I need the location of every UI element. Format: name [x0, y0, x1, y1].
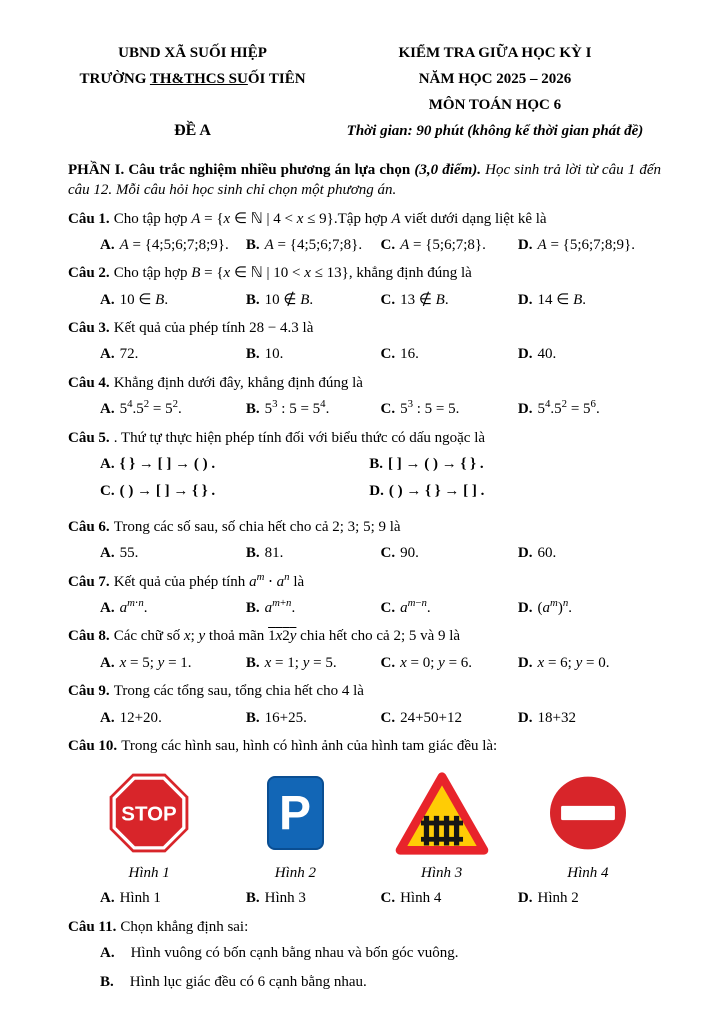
question-1-line [68, 209, 661, 229]
option-letter: D. [517, 709, 533, 726]
question-5-option-b[interactable] [369, 454, 638, 474]
option-letter: A. [100, 401, 115, 418]
question-10-option-a[interactable] [100, 888, 246, 908]
option-letter: B. [245, 291, 260, 308]
option-letter: D. [517, 545, 533, 562]
question-number: Câu 8. [68, 628, 110, 645]
option-value: x = 0; y = 6. [400, 654, 473, 671]
option-value: A = {5;6;7;8}. [400, 236, 486, 253]
question-7-option-a[interactable] [100, 598, 246, 618]
question-4-option-d[interactable] [518, 399, 661, 419]
header-left [68, 40, 317, 144]
option-value: A = {4;5;6;7;8;9}. [119, 236, 229, 253]
question-7-option-b[interactable] [246, 598, 381, 618]
option-letter: B. [245, 654, 260, 671]
question-11-option-a[interactable] [100, 943, 661, 963]
option-letter: D. [517, 236, 533, 253]
question-1-option-a[interactable] [100, 235, 246, 255]
option-value: 14 ∈ B. [537, 291, 587, 308]
option-value: A = {4;5;6;7;8}. [264, 236, 363, 253]
figure-caption: Hình 2 [274, 865, 316, 882]
question-text: Trong các tổng sau, tổng chia hết cho 4 là [113, 683, 364, 700]
option-letter: A. [100, 456, 115, 473]
option-value: $a^{m+n}$. [264, 596, 296, 616]
question-8-option-b[interactable] [246, 653, 381, 673]
option-value: Hình 1 [119, 890, 161, 907]
question-number: Câu 10. [68, 737, 118, 754]
option-value: A = {5;6;7;8;9}. [537, 236, 635, 253]
question-11-options [68, 943, 661, 993]
question-5-option-c[interactable] [100, 481, 369, 501]
option-letter: C. [380, 236, 396, 253]
option-value: [ ] → ( ) → { } . [388, 456, 484, 473]
option-value: $5^3$ : $5 = 5^4$. [264, 398, 330, 418]
school-year: NĂM HỌC 2025 – 2026 [418, 71, 572, 87]
question-1-option-b[interactable] [246, 235, 381, 255]
option-value: 16+25. [264, 709, 307, 726]
rail-crossing-sign [394, 768, 490, 858]
option-letter: B. [245, 709, 260, 726]
question-number: Câu 7. [68, 573, 110, 590]
question-4-options [68, 399, 661, 419]
option-value: ( ) → { } → [ ] . [388, 483, 485, 500]
question-6-line [68, 517, 661, 537]
option-value: ( ) → [ ] → { } . [119, 483, 216, 500]
question-4-option-a[interactable] [100, 399, 246, 419]
question-7-option-d[interactable] [518, 598, 661, 618]
question-8-option-d[interactable] [518, 653, 661, 673]
stop-sign [108, 768, 190, 858]
question-text: Trong các hình sau, hình có hình ảnh của hình tam giác đều là: [121, 737, 498, 754]
question-3 [68, 318, 661, 365]
option-letter: D. [517, 599, 533, 616]
option-value: $(a^m)^n$. [537, 596, 572, 616]
figure-caption: Hình 4 [567, 865, 609, 882]
figure [76, 768, 222, 882]
part1-instruction: Học sinh trả lời từ câu 1 đến câu 12. Mỗi câu hỏi học sinh chỉ chọn một phương án. [68, 162, 661, 199]
question-10-option-d[interactable] [518, 888, 661, 908]
question-10-option-b[interactable] [246, 888, 381, 908]
question-4-line [68, 373, 661, 393]
option-value: 90. [400, 545, 419, 562]
question-text: Kết quả của phép tính 28 − 4.3 là [113, 320, 314, 337]
question-3-option-c[interactable] [380, 344, 517, 364]
option-letter: A. [100, 291, 115, 308]
question-8 [68, 626, 661, 673]
figure-caption: Hình 3 [421, 865, 463, 882]
question-7-option-c[interactable] [380, 598, 517, 618]
question-text: Cho tập hợp B = {x ∈ ℕ | 10 < x ≤ 13}, khẳng định đúng là [113, 265, 472, 282]
header-spacer [68, 92, 317, 118]
option-letter: B. [245, 236, 260, 253]
question-3-line [68, 318, 661, 338]
question-6-option-b[interactable] [246, 543, 381, 563]
question-text: Chọn khẳng định sai: [120, 918, 249, 935]
option-value: x = 1; y = 5. [264, 654, 337, 671]
option-letter: A. [100, 945, 115, 962]
no-entry-sign [548, 768, 628, 858]
exam-title: KIỂM TRA GIỮA HỌC KỲ I [398, 45, 592, 61]
question-5-option-a[interactable] [100, 454, 369, 474]
question-10-figures [68, 768, 661, 882]
header [68, 40, 661, 144]
option-letter: B. [245, 401, 260, 418]
option-value: 12+20. [119, 709, 162, 726]
option-value: Hình 4 [400, 890, 442, 907]
option-letter: A. [100, 709, 115, 726]
question-text: Trong các số sau, số chia hết cho cả 2; 3; 5; 9 là [113, 518, 401, 535]
question-number: Câu 6. [68, 518, 110, 535]
questions-list [68, 209, 661, 993]
question-11 [68, 917, 661, 993]
question-7-line [68, 572, 661, 592]
option-value: $5^4.5^2 = 5^2$. [119, 398, 182, 418]
option-letter: A. [100, 545, 115, 562]
question-2-option-c[interactable] [380, 290, 517, 310]
question-3-option-a[interactable] [100, 344, 246, 364]
question-8-options [68, 653, 661, 673]
subject-name: MÔN TOÁN HỌC 6 [428, 97, 562, 113]
org-name: UBND XÃ SUỐI HIỆP [118, 45, 267, 61]
question-3-option-b[interactable] [246, 344, 381, 364]
question-9-line [68, 681, 661, 701]
school-name-prefix: TRƯỜNG [79, 71, 150, 87]
option-letter: D. [517, 291, 533, 308]
question-6 [68, 517, 661, 564]
figure [222, 768, 368, 882]
question-11-line [68, 917, 661, 937]
exam-duration: Thời gian: 90 phút (không kể thời gian phát đề) [346, 123, 644, 139]
question-number: Câu 2. [68, 265, 110, 282]
question-5-options [68, 454, 661, 509]
option-value: 24+50+12 [400, 709, 462, 726]
option-value: x = 6; y = 0. [537, 654, 610, 671]
question-number: Câu 1. [68, 210, 110, 227]
question-5-option-d[interactable] [369, 481, 638, 501]
option-letter: D. [517, 654, 533, 671]
question-10 [68, 736, 661, 909]
option-value: 10 ∉ B. [264, 291, 314, 308]
option-letter: C. [380, 401, 396, 418]
part1-heading [68, 160, 661, 201]
question-2-option-a[interactable] [100, 290, 246, 310]
question-8-option-a[interactable] [100, 653, 246, 673]
question-3-options [68, 344, 661, 364]
option-letter: C. [380, 890, 396, 907]
option-value: $a^{m\cdot n}$. [119, 596, 148, 616]
question-9-option-b[interactable] [246, 708, 381, 728]
figure [369, 768, 515, 882]
question-10-line [68, 736, 661, 756]
option-value: Hình 2 [537, 890, 579, 907]
question-3-option-d[interactable] [518, 344, 661, 364]
school-name-underlined: TH&THCS SU [149, 71, 248, 87]
question-6-option-d[interactable] [518, 543, 661, 563]
question-2-options [68, 290, 661, 310]
question-number: Câu 5. [68, 429, 110, 446]
option-value: 16. [400, 346, 419, 363]
question-2-option-b[interactable] [246, 290, 381, 310]
question-10-option-c[interactable] [380, 888, 517, 908]
question-9-option-a[interactable] [100, 708, 246, 728]
option-value: { } → [ ] → ( ) . [119, 456, 216, 473]
option-letter: C. [380, 291, 396, 308]
question-4-option-b[interactable] [246, 399, 381, 419]
svg-text:STOP: STOP [121, 802, 177, 826]
option-letter: D. [517, 346, 533, 363]
option-letter: C. [380, 599, 396, 616]
question-number: Câu 11. [68, 918, 117, 935]
option-letter: A. [100, 890, 115, 907]
question-number: Câu 3. [68, 320, 110, 337]
option-value: 10. [264, 346, 284, 363]
school-name-suffix: ỐI TIÊN [247, 71, 306, 87]
parking-sign [267, 768, 324, 858]
question-number: Câu 4. [68, 374, 110, 391]
question-2-line [68, 263, 661, 283]
question-5 [68, 428, 661, 509]
question-4 [68, 373, 661, 420]
option-letter: B. [245, 890, 260, 907]
option-letter: C. [380, 654, 396, 671]
question-text: . Thứ tự thực hiện phép tính đối với biểu thức có dấu ngoặc là [113, 429, 486, 446]
question-10-options [68, 888, 661, 908]
question-1 [68, 209, 661, 256]
question-1-options [68, 235, 661, 255]
question-text: Các chữ số x; y thoả mãn 1x2y chia hết cho cả 2; 5 và 9 là [113, 628, 461, 645]
question-5-line [68, 428, 661, 448]
question-2 [68, 263, 661, 310]
question-6-options [68, 543, 661, 563]
option-value: 13 ∉ B. [400, 291, 449, 308]
question-text: Kết quả của phép tính $a^m \cdot a^n$ là [113, 570, 305, 590]
school-name [68, 66, 317, 92]
question-8-option-c[interactable] [380, 653, 517, 673]
option-value: Hình vuông có bốn cạnh bằng nhau và bốn góc vuông. [130, 945, 459, 962]
question-text: Khẳng định dưới đây, khẳng định đúng là [113, 374, 363, 391]
option-letter: B. [100, 974, 114, 991]
option-letter: A. [100, 236, 115, 253]
option-letter: B. [245, 545, 260, 562]
part1-points: (3,0 điểm). [414, 162, 481, 178]
question-9-options [68, 708, 661, 728]
question-11-option-b[interactable] [100, 972, 661, 992]
option-letter: C. [380, 545, 396, 562]
question-9-option-c[interactable] [380, 708, 517, 728]
option-value: $5^4.5^2 = 5^6$. [537, 398, 600, 418]
option-value: 55. [119, 545, 139, 562]
option-letter: C. [380, 709, 396, 726]
option-letter: B. [245, 346, 260, 363]
question-6-option-a[interactable] [100, 543, 246, 563]
option-letter: D. [369, 483, 384, 500]
svg-text:P: P [278, 787, 311, 841]
option-value: 10 ∈ B. [119, 291, 169, 308]
question-4-option-c[interactable] [380, 399, 517, 419]
option-value: 72. [119, 346, 139, 363]
option-value: 40. [537, 346, 557, 363]
option-value: 60. [537, 545, 557, 562]
exam-code: ĐỀ A [174, 122, 211, 139]
question-8-line [68, 626, 661, 646]
question-7-options [68, 598, 661, 618]
option-letter: A. [100, 654, 115, 671]
part1-title: PHẦN I. Câu trắc nghiệm nhiều phương án lựa chọn [68, 162, 415, 178]
option-letter: C. [100, 483, 115, 500]
question-6-option-c[interactable] [380, 543, 517, 563]
option-value: x = 5; y = 1. [119, 654, 192, 671]
question-2-option-d[interactable] [518, 290, 661, 310]
option-value: $5^3$ : 5 = 5. [400, 398, 460, 418]
question-text: Cho tập hợp A = {x ∈ ℕ | 4 < x ≤ 9}.Tập hợp A viết dưới dạng liệt kê là [113, 210, 547, 227]
option-letter: D. [517, 890, 533, 907]
figure [515, 768, 661, 882]
option-letter: B. [245, 599, 260, 616]
option-letter: D. [517, 401, 533, 418]
figure-caption: Hình 1 [128, 865, 170, 882]
question-1-option-c[interactable] [380, 235, 517, 255]
option-value: 18+32 [537, 709, 576, 726]
option-value: 81. [264, 545, 284, 562]
question-7 [68, 572, 661, 619]
question-1-option-d[interactable] [518, 235, 661, 255]
option-letter: C. [380, 346, 396, 363]
question-number: Câu 9. [68, 683, 110, 700]
question-9 [68, 681, 661, 728]
option-letter: B. [369, 456, 384, 473]
option-letter: A. [100, 346, 115, 363]
option-value: $a^{m-n}$. [400, 596, 431, 616]
option-letter: A. [100, 599, 115, 616]
question-9-option-d[interactable] [518, 708, 661, 728]
option-value: Hình 3 [264, 890, 306, 907]
header-right [329, 40, 661, 144]
option-value: Hình lục giác đều có 6 cạnh bằng nhau. [129, 974, 367, 991]
